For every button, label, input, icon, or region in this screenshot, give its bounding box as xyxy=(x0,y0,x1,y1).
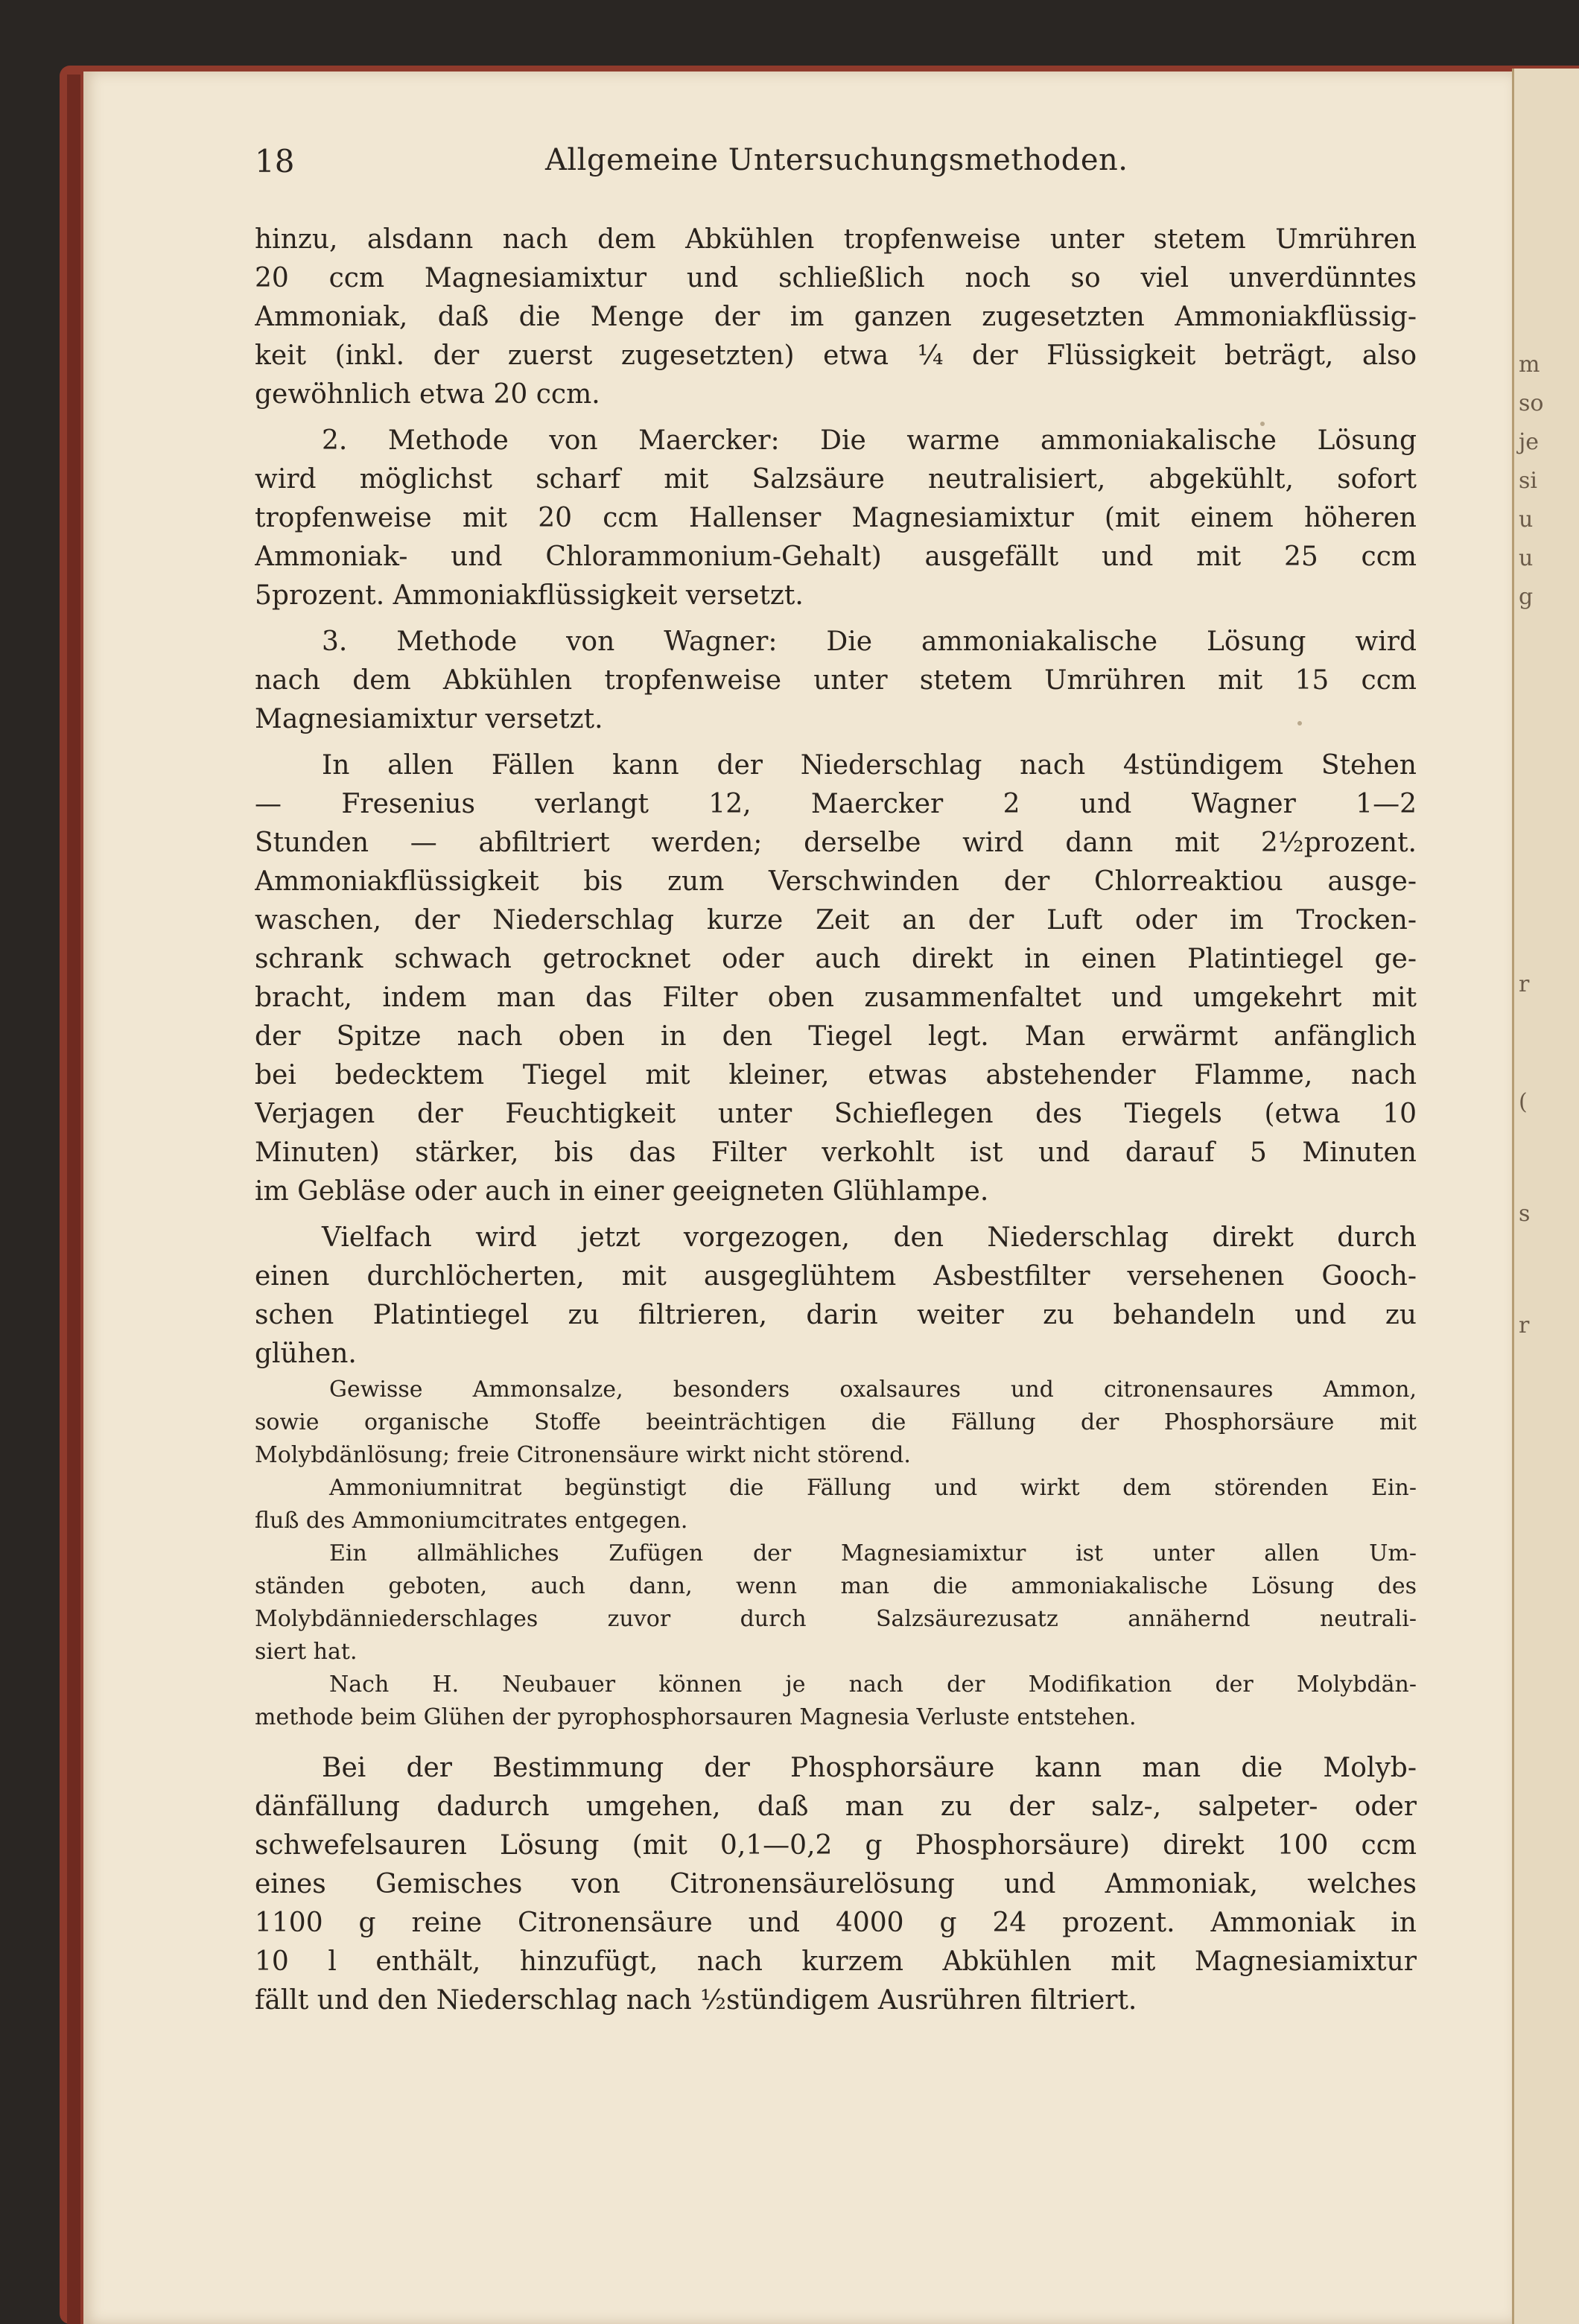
text-line: 5prozent. Ammoniakflüssigkeit versetzt. xyxy=(255,580,804,611)
text-line: Gewisse Ammonsalze, besonders oxalsaures und citronensaures Ammon, xyxy=(329,1377,1417,1403)
text-line: glühen. xyxy=(255,1339,357,1369)
text-line: wird möglichst scharf mit Salzsäure neutralisiert, abgekühlt, sofort xyxy=(255,464,1417,495)
text-line: Vielfach wird jetzt vorgezogen, den Niederschlag direkt durch xyxy=(322,1222,1417,1253)
text-line: 10 l enthält, hinzufügt, nach kurzem Abkühlen mit Magnesiamixtur xyxy=(255,1946,1417,1977)
text-line: waschen, der Niederschlag kurze Zeit an der Luft oder im Trocken- xyxy=(255,905,1417,936)
text-line: bei bedecktem Tiegel mit kleiner, etwas abstehender Flamme, nach xyxy=(255,1060,1417,1090)
text-line: schen Platintiegel zu filtrieren, darin weiter zu behandeln und zu xyxy=(255,1300,1417,1330)
text-line: fällt und den Niederschlag nach ½stündigem Ausrühren filtriert. xyxy=(255,1985,1137,2016)
text-line: keit (inkl. der zuerst zugesetzten) etwa ¼ der Flüssigkeit beträgt, also xyxy=(255,340,1417,371)
note xyxy=(255,1472,1417,1537)
paragraph-gooch xyxy=(255,1219,1417,1374)
text-line: Molybdänlösung; freie Citronensäure wirkt nicht störend. xyxy=(255,1442,911,1468)
text-line: Ammoniak- und Chlorammonium-Gehalt) ausgefällt und mit 25 ccm xyxy=(255,542,1417,572)
paragraph-citrate-method xyxy=(255,1749,1417,2020)
text-line: 1100 g reine Citronensäure und 4000 g 24 prozent. Ammoniak in xyxy=(255,1908,1417,1938)
text-line: Magnesiamixtur versetzt. xyxy=(255,704,603,734)
text-line: sowie organische Stoffe beeinträchtigen die Fällung der Phosphorsäure mit xyxy=(255,1409,1417,1435)
paragraph-method-wagner xyxy=(255,623,1417,739)
facing-page-fragment: je xyxy=(1519,429,1540,455)
text-line: fluß des Ammoniumcitrates entgegen. xyxy=(255,1508,688,1534)
running-title: Allgemeine Untersuchungsmethoden. xyxy=(545,143,1128,177)
facing-page-fragment: r xyxy=(1519,1312,1530,1339)
text-line: In allen Fällen kann der Niederschlag nach 4stündigem Stehen xyxy=(322,750,1417,781)
page-number: 18 xyxy=(255,143,295,180)
text-line: Bei der Bestimmung der Phosphorsäure kann man die Molyb- xyxy=(322,1753,1417,1783)
text-line: bracht, indem man das Filter oben zusammenfaltet und umgekehrt mit xyxy=(255,982,1417,1013)
text-line: 2. Methode von Maercker: Die warme ammoniakalische Lösung xyxy=(322,425,1417,456)
facing-page-fragment: s xyxy=(1519,1201,1531,1227)
text-line: Ein allmähliches Zufügen der Magnesiamixtur ist unter allen Um- xyxy=(329,1540,1417,1566)
text-line: methode beim Glühen der pyrophosphorsauren Magnesia Verluste entstehen. xyxy=(255,1704,1137,1730)
text-line: Molybdänniederschlages zuvor durch Salzsäurezusatz annähernd neutrali- xyxy=(255,1606,1417,1632)
text-line: Ammoniak, daß die Menge der im ganzen zugesetzten Ammoniakflüssig- xyxy=(255,302,1417,332)
text-line: tropfenweise mit 20 ccm Hallenser Magnesiamixtur (mit einem höheren xyxy=(255,503,1417,533)
facing-page-fragment: r xyxy=(1519,971,1530,997)
facing-page-fragment: m xyxy=(1519,352,1540,378)
page-header xyxy=(255,143,1417,188)
text-line: 20 ccm Magnesiamixtur und schließlich noch so viel unverdünntes xyxy=(255,263,1417,293)
facing-page-fragment: u xyxy=(1519,545,1534,571)
text-line: nach dem Abkühlen tropfenweise unter stetem Umrühren mit 15 ccm xyxy=(255,665,1417,696)
text-line: Minuten) stärker, bis das Filter verkohlt ist und darauf 5 Minuten xyxy=(255,1137,1417,1168)
text-line: Ammoniakflüssigkeit bis zum Verschwinden der Chlorreaktiou ausge- xyxy=(255,866,1417,897)
paragraph-all-cases xyxy=(255,746,1417,1211)
text-line: Ammoniumnitrat begünstigt die Fällung und wirkt dem störenden Ein- xyxy=(329,1475,1417,1501)
text-line: eines Gemisches von Citronensäurelösung und Ammoniak, welches xyxy=(255,1869,1417,1899)
text-line: schrank schwach getrocknet oder auch direkt in einen Platintiegel ge- xyxy=(255,944,1417,974)
page-body xyxy=(255,220,1417,2020)
paragraph-1 xyxy=(255,220,1417,414)
note xyxy=(255,1537,1417,1669)
facing-page-fragment: so xyxy=(1519,390,1544,416)
book-binding-edge xyxy=(67,74,80,2324)
text-line: siert hat. xyxy=(255,1639,358,1665)
facing-page-fragment: g xyxy=(1519,584,1534,610)
note xyxy=(255,1374,1417,1472)
text-line: gewöhnlich etwa 20 ccm. xyxy=(255,379,600,410)
facing-page-fragment: u xyxy=(1519,507,1534,533)
text-line: der Spitze nach oben in den Tiegel legt. Man erwärmt anfänglich xyxy=(255,1021,1417,1052)
text-line: — Fresenius verlangt 12, Maercker 2 und Wagner 1—2 xyxy=(255,789,1417,819)
facing-page-edge xyxy=(1512,69,1579,2324)
note xyxy=(255,1669,1417,1734)
small-print-notes xyxy=(255,1374,1417,1734)
paragraph-method-maercker xyxy=(255,422,1417,615)
text-line: dänfällung dadurch umgehen, daß man zu der salz-, salpeter- oder xyxy=(255,1791,1417,1822)
text-line: Nach H. Neubauer können je nach der Modifikation der Molybdän- xyxy=(329,1671,1417,1698)
text-line: hinzu, alsdann nach dem Abkühlen tropfenweise unter stetem Umrühren xyxy=(255,224,1417,255)
text-line: schwefelsauren Lösung (mit 0,1—0,2 g Phosphorsäure) direkt 100 ccm xyxy=(255,1830,1417,1861)
text-line: 3. Methode von Wagner: Die ammoniakalische Lösung wird xyxy=(322,626,1417,657)
text-line: im Gebläse oder auch in einer geeigneten Glühlampe. xyxy=(255,1176,989,1207)
text-line: ständen geboten, auch dann, wenn man die ammoniakalische Lösung des xyxy=(255,1573,1417,1599)
text-line: Stunden — abfiltriert werden; derselbe wird dann mit 2½prozent. xyxy=(255,828,1417,858)
text-line: einen durchlöcherten, mit ausgeglühtem Asbestfilter versehenen Gooch- xyxy=(255,1261,1417,1292)
facing-page-fragment: ( xyxy=(1519,1089,1528,1115)
facing-page-fragment: si xyxy=(1519,468,1537,494)
text-line: Verjagen der Feuchtigkeit unter Schieflegen des Tiegels (etwa 10 xyxy=(255,1099,1417,1129)
